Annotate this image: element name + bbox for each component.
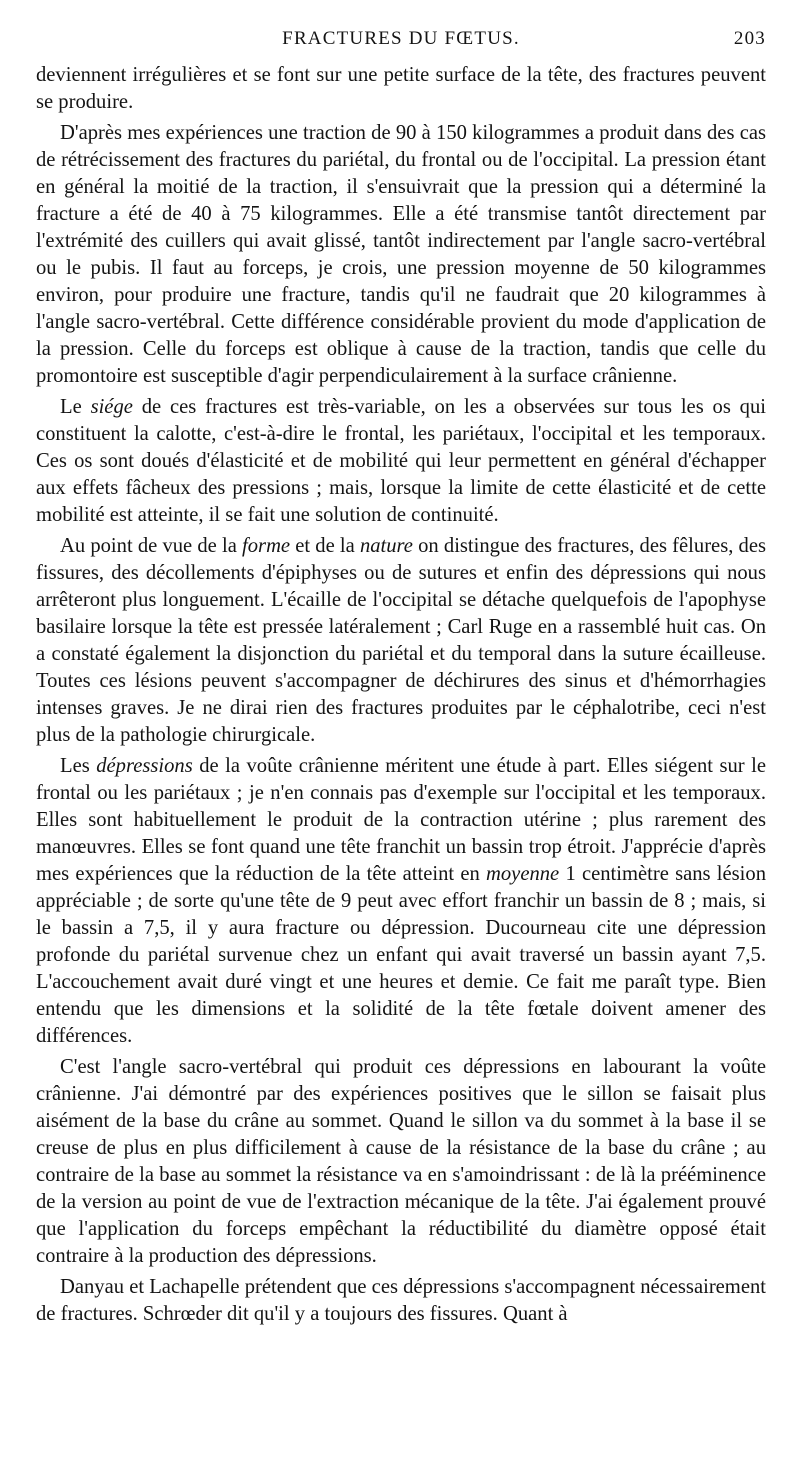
text-run: Au point de vue de la — [60, 535, 243, 557]
text-run: de la voûte crânienne méritent une étude à part. Elles siégent sur le frontal ou les pariétaux ; je n'en connais pas d'exemple sur l'occipital et les temporaux. Elles sont habituellement le produit de la contraction utérine ; plus rarement des manœuvres. Elles se font quand une tête franchit un bassin trop étroit. J'apprécie d'après mes expériences que la réduction de la tête atteint en — [36, 755, 766, 885]
emphasis-depressions: dépressions — [96, 755, 193, 777]
page-number: 203 — [733, 28, 766, 49]
body-text — [36, 62, 766, 1328]
emphasis-nature: nature — [359, 535, 413, 557]
paragraph-forme-nature — [36, 533, 766, 749]
text-run: de ces fractures est très-variable, on les a observées sur tous les os qui constituent la calotte, c'est-à-dire le frontal, les pariétaux, l'occipital et les temporaux. Ces os sont doués d'élasticité et de mobilité qui leur permettent en général d'échapper aux effets fâcheux des pressions ; mais, lorsque la limite de cette élasticité et de cette mobilité est atteinte, il se fait une solution de continuité. — [36, 396, 766, 526]
page — [36, 28, 766, 1328]
text-run: 1 centimètre sans lésion appréciable ; de sorte qu'une tête de 9 peut avec effort franchir un bassin de 8 ; mais, si le bassin a 7,5, il y aura fracture ou dépression. Ducourneau cite une dépression profonde du pariétal survenue chez un enfant qui avait traversé un bassin ayant 7,5. L'accouchement avait duré vingt et une heures et demie. Ce fait me paraît type. Bien entendu que les dimensions et la solidité de la tête fœtale doivent amener des différences. — [36, 863, 766, 1047]
text-run: et de la — [290, 535, 360, 557]
paragraph-depressions — [36, 753, 766, 1050]
text-run: Le — [60, 396, 91, 418]
text-run: on distingue des fractures, des fêlures, des fissures, des décollements d'épiphyses ou de sutures et enfin des dépressions qui nous arrêteront plus longuement. L'écaille de l'occipital se détache quelquefois de l'apophyse basilaire lorsque la tête est pressée latéralement ; Carl Ruge en a rassemblé huit cas. On a constaté également la disjonction du pariétal et du temporal dans la suture écailleuse. Toutes ces lésions peuvent s'accompagner de déchirures des sinus et d'hémorrhagies intenses graves. Je ne dirai rien des fractures produites par le céphalotribe, ceci n'est plus de la pathologie chirurgicale. — [36, 535, 766, 746]
emphasis-moyenne: moyenne — [486, 863, 560, 885]
running-title: FRACTURES DU FŒTUS. — [282, 28, 520, 49]
paragraph-siege — [36, 394, 766, 529]
paragraph-continuation: deviennent irrégulières et se font sur une petite surface de la tête, des fractures peuvent se produire. — [36, 64, 766, 113]
emphasis-forme: forme — [242, 535, 291, 557]
emphasis-siege: siége — [90, 396, 133, 418]
running-header — [36, 28, 766, 62]
paragraph-angle-sacro-vertebral: C'est l'angle sacro-vertébral qui produit ces dépressions en labourant la voûte crânienne. J'ai démontré par des expériences positives que le sillon se faisait plus aisément de la base du crâne au sommet. Quand le sillon va du sommet à la base il se creuse de plus en plus difficilement à cause de la résistance de la base du crâne ; au contraire de la base au sommet la résistance va en s'amoindrissant : de là la prééminence de la version au point de vue de l'extraction mécanique de la tête. J'ai également prouvé que l'application du forceps empêchant la réductibilité du diamètre opposé était contraire à la production des dépressions. — [36, 1056, 766, 1267]
text-run: Les — [60, 755, 97, 777]
paragraph-traction: D'après mes expériences une traction de 90 à 150 kilogrammes a produit dans des cas de rétrécissement des fractures du pariétal, du frontal ou de l'occipital. La pression étant en général la moitié de la traction, il s'ensuivrait que la pression qui a déterminé la fracture a été de 40 à 75 kilogrammes. Elle a été transmise tantôt directement par l'extrémité des cuillers qui avait glissé, tantôt indirectement par l'angle sacro-vertébral ou le pubis. Il faut au forceps, je crois, une pression moyenne de 50 kilogrammes environ, pour produire une fracture, tandis qu'il ne faudrait que 20 kilogrammes à l'angle sacro-vertébral. Cette différence considérable provient du mode d'application de la pression. Celle du forceps est oblique à cause de la traction, tandis que celle du promontoire est susceptible d'agir perpendiculairement à la surface crânienne. — [36, 122, 766, 387]
paragraph-danyau-lachapelle: Danyau et Lachapelle prétendent que ces dépressions s'accompagnent nécessairement de fractures. Schrœder dit qu'il y a toujours des fissures. Quant à — [36, 1276, 766, 1325]
